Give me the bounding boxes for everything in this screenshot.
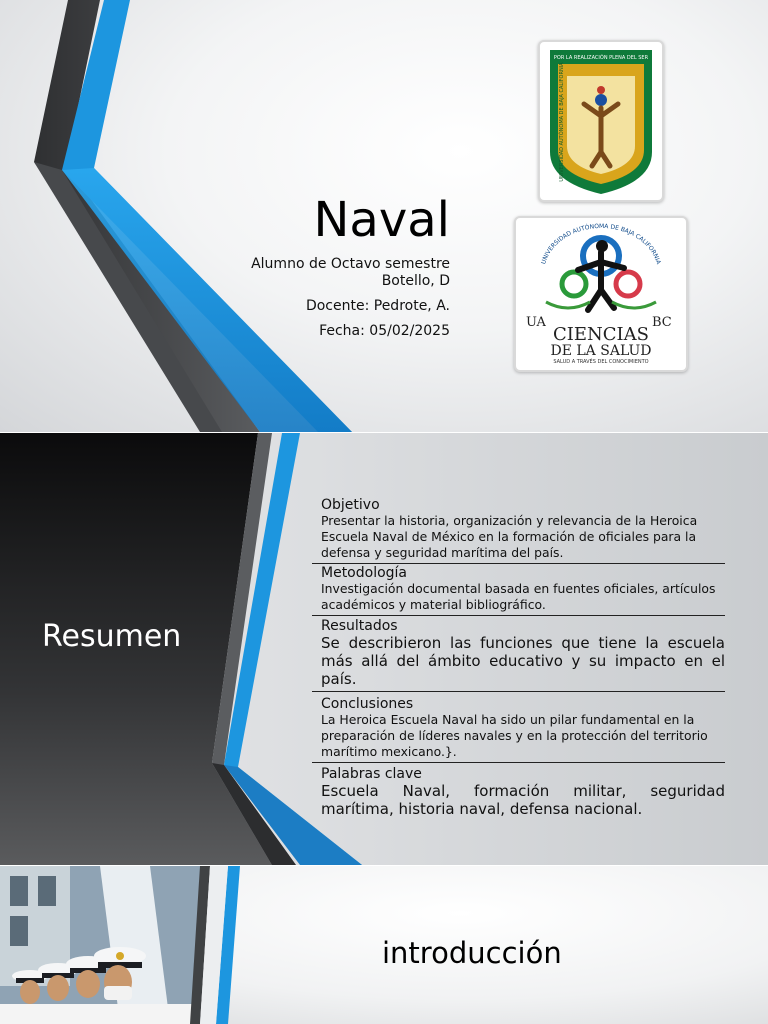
section-heading: Resultados — [321, 618, 398, 634]
section-heading: Palabras clave — [321, 766, 422, 782]
svg-text:UNIVERSIDAD AUTÓNOMA DE BAJA C: UNIVERSIDAD AUTÓNOMA DE BAJA CALIFORNIA — [540, 222, 662, 266]
slide-title-heading: Naval — [313, 192, 450, 248]
section-heading: Conclusiones — [321, 696, 414, 712]
resumen-heading: Resumen — [42, 619, 182, 654]
section-objetivo — [321, 497, 725, 561]
slide-introduccion — [0, 866, 768, 1024]
slide-resumen — [0, 433, 768, 865]
slide-title — [0, 0, 768, 432]
section-heading: Metodología — [321, 565, 408, 581]
section-palabras-clave — [321, 766, 725, 818]
divider — [312, 615, 725, 616]
svg-text:BC: BC — [652, 315, 672, 330]
svg-text:POR LA REALIZACIÓN PLENA DEL S: POR LA REALIZACIÓN PLENA DEL SER — [553, 55, 649, 61]
health-sciences-emblem-icon — [516, 218, 686, 370]
divider — [312, 563, 725, 564]
section-metodologia — [321, 565, 725, 613]
teacher-line: Docente: Pedrote, A. — [305, 298, 450, 314]
student-name: Botello, D — [381, 273, 450, 289]
section-conclusiones — [321, 696, 725, 760]
section-body: Investigación documental basada en fuentes oficiales, artículos académicos y material bibliográfico. — [321, 581, 716, 612]
svg-text:CIENCIAS: CIENCIAS — [553, 324, 649, 345]
section-body: Se describieron las funciones que tiene la escuela más allá del ámbito educativo y su impacto en el país. — [321, 634, 725, 688]
divider — [312, 762, 725, 763]
shield-emblem-icon — [540, 42, 662, 200]
divider — [312, 691, 725, 692]
section-body: La Heroica Escuela Naval ha sido un pilar fundamental en la preparación de líderes navales y en la protección del territorio marítimo mexicano.}. — [321, 712, 708, 759]
svg-text:UA: UA — [526, 315, 546, 330]
svg-text:SALUD A TRAVÉS DEL CONOCIMIENT: SALUD A TRAVÉS DEL CONOCIMIENTO — [553, 359, 649, 365]
section-body: Presentar la historia, organización y relevancia de la Heroica Escuela Naval de México en la formación de oficiales para la defensa y seguridad marítima del país. — [321, 513, 698, 560]
svg-text:DE LA SALUD: DE LA SALUD — [550, 343, 652, 359]
date-line: Fecha: 05/02/2025 — [319, 323, 450, 339]
section-body: Escuela Naval, formación militar, seguridad marítima, historia naval, defensa nacional. — [321, 782, 725, 818]
introduccion-heading: introducción — [382, 936, 562, 970]
student-line: Alumno de Octavo semestre — [251, 256, 450, 272]
svg-text:UNIVERSIDAD AUTÓNOMA DE BAJA C: UNIVERSIDAD AUTÓNOMA DE BAJA CALIFORNIA — [559, 62, 565, 182]
uabc-shield-logo — [538, 40, 664, 202]
ciencias-salud-logo — [514, 216, 688, 372]
section-resultados — [321, 618, 725, 688]
section-heading: Objetivo — [321, 497, 380, 513]
